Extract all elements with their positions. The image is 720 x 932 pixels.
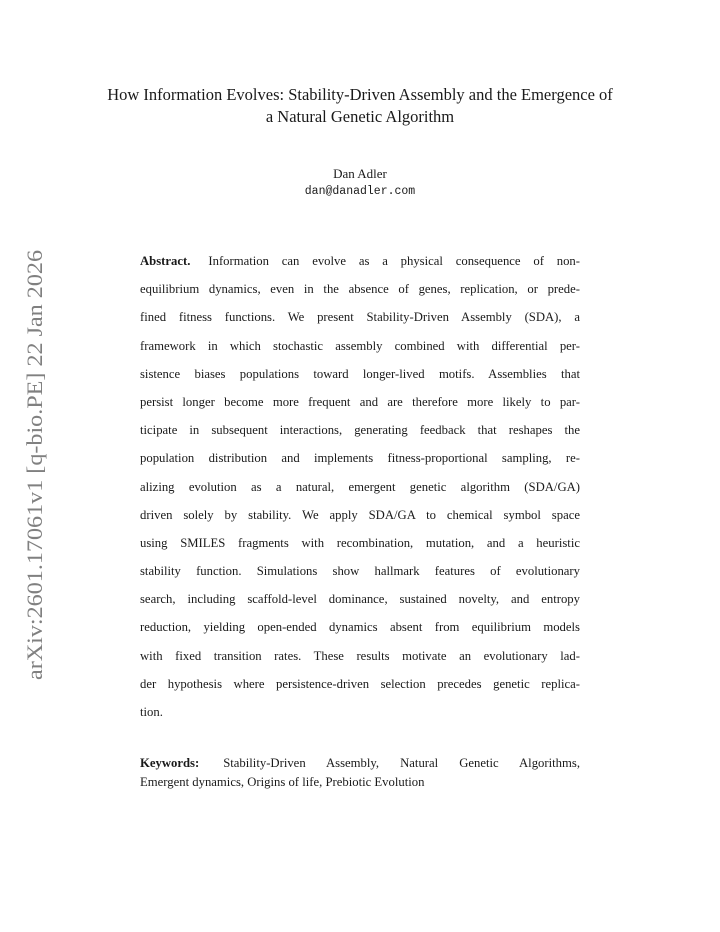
arxiv-side-stamp-svg <box>12 250 56 680</box>
abstract-line: using SMILES fragments with recombination, mutation, and a heuristic <box>140 535 580 550</box>
abstract-line: driven solely by stability. We apply SDA/GA to chemical symbol space <box>140 507 580 522</box>
abstract-line <box>140 250 580 278</box>
paper-title-line-1: How Information Evolves: Stability-Driven Assembly and the Emergence of <box>107 85 613 104</box>
abstract-line: sistence biases populations toward longer-lived motifs. Assemblies that <box>140 366 580 381</box>
abstract-line: alizing evolution as a natural, emergent genetic algorithm (SDA/GA) <box>140 479 580 494</box>
keywords-line: Emergent dynamics, Origins of life, Prebiotic Evolution <box>140 775 425 789</box>
abstract-line-text: Information can evolve as a physical consequence of non- <box>208 254 580 268</box>
author-name: Dan Adler <box>333 166 387 181</box>
arxiv-identifier-text: arXiv:2601.17061v1 [q-bio.PE] 22 Jan 2026 <box>22 287 47 680</box>
keywords-line-text: Stability-Driven Assembly, Natural Genetic Algorithms, <box>223 756 580 770</box>
abstract-line: population distribution and implements fitness-proportional sampling, re- <box>140 451 580 466</box>
abstract <box>140 250 580 729</box>
abstract-line: persist longer become more frequent and are therefore more likely to par- <box>140 394 580 409</box>
keywords-label: Keywords: <box>140 756 200 770</box>
abstract-label: Abstract. <box>140 254 191 268</box>
arxiv-side-stamp <box>12 250 56 680</box>
abstract-line: framework in which stochastic assembly combined with differential per- <box>140 338 580 353</box>
paper-title <box>70 84 650 128</box>
abstract-line: der hypothesis where persistence-driven selection precedes genetic replica- <box>140 676 580 691</box>
abstract-line: search, including scaffold-level dominance, sustained novelty, and entropy <box>140 592 580 607</box>
abstract-line: stability function. Simulations show hallmark features of evolutionary <box>140 564 580 579</box>
keywords <box>140 754 580 792</box>
author-email[interactable]: dan@danadler.com <box>304 185 416 198</box>
abstract-line: fined fitness functions. We present Stability-Driven Assembly (SDA), a <box>140 310 580 325</box>
abstract-line: reduction, yielding open-ended dynamics absent from equilibrium models <box>140 620 580 635</box>
abstract-line: ticipate in subsequent interactions, generating feedback that reshapes the <box>140 423 580 438</box>
abstract-line: with fixed transition rates. These results motivate an evolutionary lad- <box>140 648 580 663</box>
abstract-line: tion. <box>140 705 163 719</box>
paper-title-line-2: a Natural Genetic Algorithm <box>265 107 455 126</box>
abstract-line: equilibrium dynamics, even in the absence of genes, replication, or prede- <box>140 282 580 297</box>
keywords-line <box>140 754 580 773</box>
